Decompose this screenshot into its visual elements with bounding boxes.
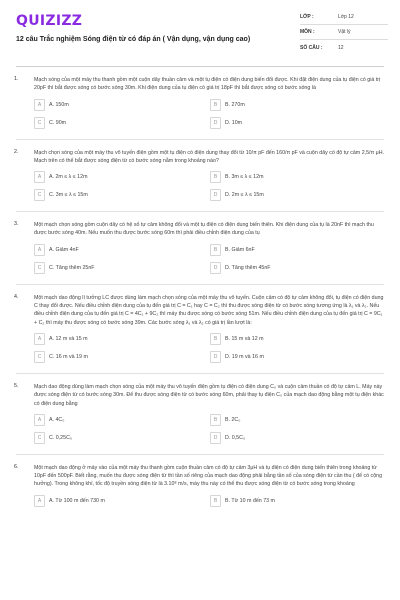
meta-value: 12 [338, 44, 344, 51]
option-letter-box: C [34, 262, 45, 274]
meta-value: Vật lý [338, 29, 351, 35]
option-letter-box: B [210, 414, 221, 426]
answer-option[interactable] [210, 495, 386, 507]
option-text: B. 3m ≤ λ ≤ 12m [225, 174, 264, 181]
option-text: A. 12 m và 15 m [49, 335, 88, 342]
meta-label: SỐ CÂU : [300, 44, 323, 51]
spacer [0, 363, 400, 373]
answer-options [34, 333, 386, 363]
meta-row-count [300, 40, 388, 55]
option-text: D. 0,5C₀ [225, 434, 246, 441]
option-text: D. 10m [225, 119, 243, 126]
option-letter-box: C [34, 117, 45, 129]
answer-option[interactable] [34, 495, 210, 507]
option-letter-box: C [34, 351, 45, 363]
spacer [0, 212, 400, 221]
page-title: 12 câu Trắc nghiệm Sóng điện từ có đáp án ( Vận dụng, vận dụng cao) [16, 36, 251, 43]
answer-option[interactable] [34, 351, 210, 363]
meta-label: LỚP : [300, 14, 314, 20]
spacer [0, 140, 400, 149]
spacer [0, 455, 400, 464]
question-number: 2. [14, 148, 19, 155]
answer-option[interactable] [34, 432, 210, 444]
option-letter-box: A [34, 333, 45, 345]
question-number: 6. [14, 463, 19, 470]
answer-option[interactable] [34, 117, 210, 129]
question-item [0, 76, 400, 129]
option-letter-box: D [210, 189, 221, 201]
answer-options [34, 244, 386, 274]
answer-option[interactable] [210, 414, 386, 426]
meta-row-class [300, 10, 388, 25]
answer-option[interactable] [34, 99, 210, 111]
option-text: C. 16 m và 19 m [49, 353, 88, 360]
question-text: Một mạch dao động lí tưởng LC được dùng làm mạch chọn sóng của một máy thu vô tuyến. Cuộn cảm có độ tự cảm không đổi, tụ điện có điện dung C thay đổi được. Nếu điều chỉnh điện dung của tụ đến giá trị C = C₁ hay C = C₂ thì thu được sóng điện từ có bước sóng tương ứng là λ₁ và λ₂. Nếu điều chỉnh điện dung của tụ đến giá trị C = 4C₁ + 9C₂ thì máy thu được sóng có bước sóng 51m. Nếu điều chỉnh điện dung của tụ đến giá trị C = 9C₁ + C₂ thì máy thu được sóng có bước sóng 39m. Các bước sóng λ₁ và λ₂ có giá trị lần lượt là: [34, 294, 384, 326]
option-letter-box: A [34, 171, 45, 183]
option-text: B. Giảm 6nF [225, 246, 255, 253]
answer-options [34, 99, 386, 129]
meta-row-subject [300, 25, 388, 40]
option-text: C. 3m ≤ λ ≤ 15m [49, 192, 88, 199]
answer-option[interactable] [210, 244, 386, 256]
answer-option[interactable] [210, 262, 386, 274]
answer-option[interactable] [210, 432, 386, 444]
question-number: 4. [14, 293, 19, 300]
option-letter-box: D [210, 262, 221, 274]
option-text: C. 0,25C₀ [49, 434, 73, 441]
option-letter-box: C [34, 432, 45, 444]
answer-option[interactable] [210, 117, 386, 129]
option-text: B. 15 m và 12 m [225, 335, 264, 342]
option-letter-box: B [210, 171, 221, 183]
answer-option[interactable] [210, 333, 386, 345]
question-text: Mạch chọn sóng của một máy thu vô tuyến điện gồm một tụ điện có điện dung thay đổi từ 10/π pF đến 160/π pF và cuộn dây có độ tự cảm 2,5/π μH. Mạch trên có thể bắt được sóng điện từ có bước sóng nằm trong khoảng nào? [34, 149, 385, 164]
option-text: D. 19 m và 16 m [225, 353, 264, 360]
option-text: A. 2m ≤ λ ≤ 12m [49, 174, 88, 181]
answer-option[interactable] [34, 414, 210, 426]
spacer [0, 285, 400, 294]
answer-option[interactable] [210, 189, 386, 201]
question-text: Mạch dao động dùng làm mạch chọn sóng của một máy thu vô tuyến điện gồm tụ điện có điện dung C₀ và cuộn cảm thuần có độ tự cảm L. Máy này được sóng điện từ có bước sóng 30m. Để thu được sóng điện từ có bước sóng 60m, phải thay tụ điện C₀ của mạch dao động bằng một tụ điện khác có điện dung bằng [34, 383, 384, 407]
option-letter-box: B [210, 99, 221, 111]
spacer [0, 274, 400, 284]
option-letter-box: D [210, 117, 221, 129]
option-letter-box: A [34, 99, 45, 111]
document-header [0, 0, 400, 66]
question-list [0, 76, 400, 507]
question-text: Mạch sóng của một máy thu thanh gồm một cuộn dây thuần cảm và một tụ điện có điện dung biến đổi được. Khi đặt điện dung của tụ điện có giá trị 20pF thì bắt được sóng có bước sóng 30m. Khi điện dung của tụ điện có giá trị 18pF thì bắt được sóng có bước sóng là [34, 77, 381, 92]
answer-options [34, 495, 386, 507]
question-item [0, 383, 400, 444]
question-text: Một mạch chọn sóng gồm cuộn dây có hệ số tự cảm không đổi và một tụ điện có điện dung biến thiên. Khi điện dung của tụ là 20nF thì mạch thu được bước sóng 40m. Nếu muốn thu được bước sóng 60m thì phải điều chỉnh điện dung của tụ [34, 222, 374, 237]
question-item [0, 464, 400, 507]
question-item [0, 221, 400, 274]
option-letter-box: D [210, 351, 221, 363]
option-letter-box: C [34, 189, 45, 201]
option-text: D. Tăng thêm 45nF [225, 264, 271, 271]
question-number: 3. [14, 221, 19, 228]
option-text: D. 2m ≤ λ ≤ 15m [225, 192, 264, 199]
option-text: B. 270m [225, 101, 245, 108]
meta-value: Lớp 12 [338, 14, 354, 20]
spacer [0, 444, 400, 454]
option-text: A. Giảm 4nF [49, 246, 79, 253]
question-text: Một mạch dao động ở máy vào của một máy thu thanh gồm cuộn thuần cảm có độ tự cảm 3μH và tụ điện có điện dung biến thiên trong khoảng từ 10pF đến 500pF. Biết rằng, muốn thu được sóng điện từ thì tần số riêng của mạch dao động phải bằng tần số của sóng điện từ cần thu ( để có cộng hưởng). Trong không khí, tốc độ truyền sóng điện từ là 3.10⁸ m/s, máy thu này có thể thu được sóng điện từ có bước sóng trong khoảng [34, 464, 383, 488]
option-text: B. Từ 10 m đến 73 m [225, 497, 275, 504]
answer-option[interactable] [34, 262, 210, 274]
question-item [0, 294, 400, 363]
question-number: 5. [14, 382, 19, 389]
option-letter-box: A [34, 495, 45, 507]
meta-label: MÔN : [300, 29, 315, 35]
meta-info-box [300, 10, 388, 55]
header-divider [16, 66, 384, 67]
answer-options [34, 171, 386, 201]
option-text: C. 90m [49, 119, 67, 126]
question-number: 1. [14, 76, 19, 82]
answer-option[interactable] [34, 189, 210, 201]
option-letter-box: A [34, 414, 45, 426]
option-letter-box: D [210, 432, 221, 444]
answer-option[interactable] [210, 171, 386, 183]
option-text: B. 2C₀ [225, 416, 241, 423]
spacer [0, 129, 400, 139]
option-letter-box: B [210, 333, 221, 345]
answer-options [34, 414, 386, 444]
spacer [0, 201, 400, 211]
answer-option[interactable] [210, 99, 386, 111]
option-text: A. 4C₀ [49, 416, 65, 423]
option-letter-box: A [34, 244, 45, 256]
answer-option[interactable] [210, 351, 386, 363]
answer-option[interactable] [34, 171, 210, 183]
answer-option[interactable] [34, 244, 210, 256]
option-text: A. Từ 100 m đến 730 m [49, 497, 105, 504]
option-text: C. Tăng thêm 25nF [49, 264, 95, 271]
quizizz-logo[interactable]: QUIZIZZ [16, 13, 83, 29]
answer-option[interactable] [34, 333, 210, 345]
option-text: A. 150m [49, 101, 69, 108]
option-letter-box: B [210, 495, 221, 507]
question-item [0, 149, 400, 202]
spacer [0, 374, 400, 383]
option-letter-box: B [210, 244, 221, 256]
